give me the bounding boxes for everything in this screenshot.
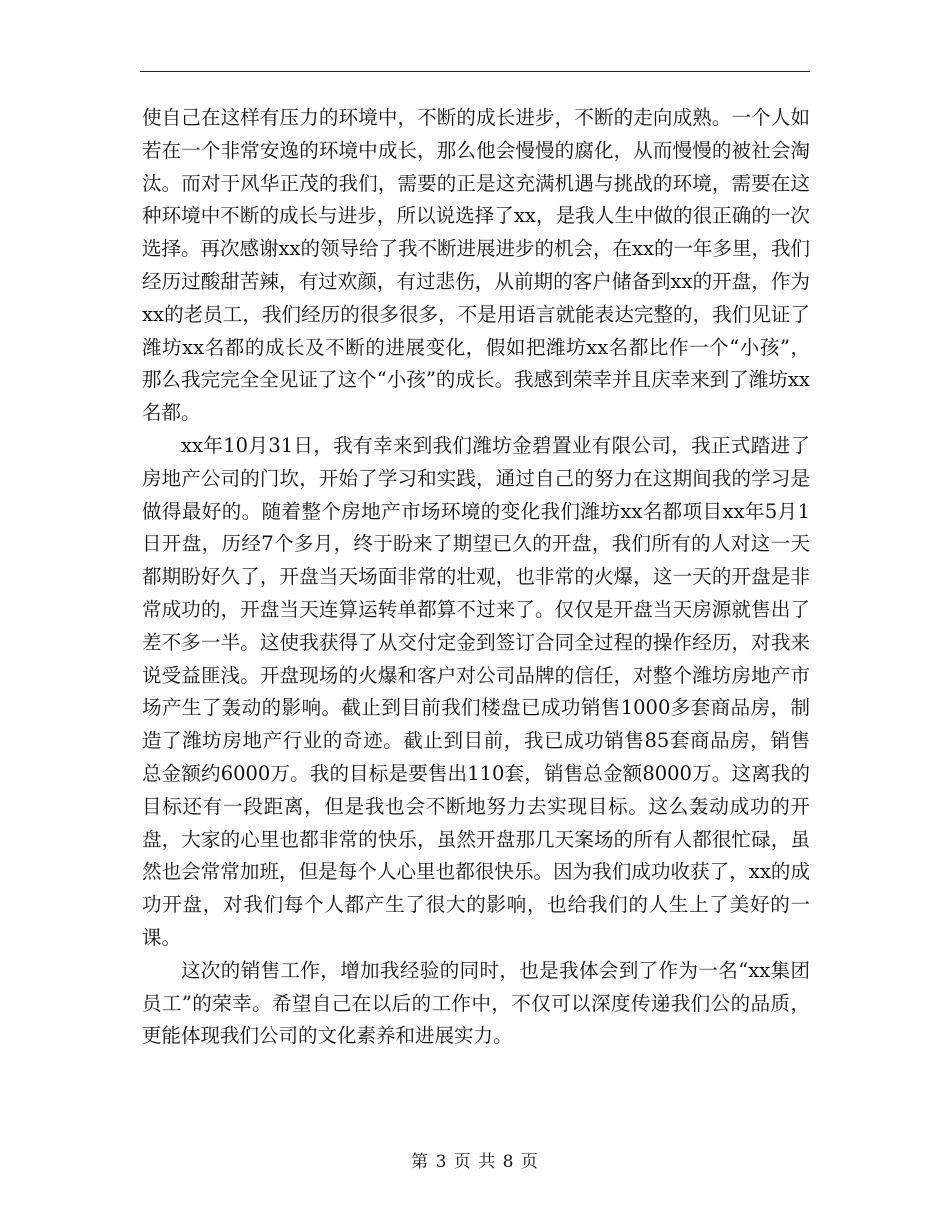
page-number-footer: 第 3 页 共 8 页	[411, 1152, 539, 1172]
header-rule	[140, 71, 810, 72]
paragraph-sales-experience: 这次的销售工作，增加我经验的同时，也是我体会到了作为一名“xx集团员工”的荣幸。希望自己在以后的工作中，不仅可以深度传递我们公的品质，更能体现我们公司的文化素养和进展实力。	[142, 958, 810, 1048]
paragraph-continuation: 使自己在这样有压力的环境中，不断的成长进步，不断的走向成熟。一个人如若在一个非常安逸的环境中成长，那么他会慢慢的腐化，从而慢慢的被社会淘汰。而对于风华正茂的我们，需要的正是这充满机遇与挑战的环境，需要在这种环境中不断的成长与进步，所以说选择了xx，是我人生中做的很正确的一次选择。再次感谢xx的领导给了我不断进展进步的机会，在xx的一年多里，我们经历过酸甜苦辣，有过欢颜，有过悲伤，从前期的客户储备到xx的开盘，作为xx的老员工，我们经历的很多很多，不是用语言就能表达完整的，我们见证了潍坊xx名都的成长及不断的进展变化，假如把潍坊xx名都比作一个“小孩”，那么我完完全全见证了这个“小孩”的成长。我感到荣幸并且庆幸来到了潍坊xx名都。	[142, 106, 810, 425]
paragraph-start-date: xx年10月31日，我有幸来到我们潍坊金碧置业有限公司，我正式踏进了房地产公司的门坎，开始了学习和实践，通过自己的努力在这期间我的学习是做得最好的。随着整个房地产市场环境的变化我们潍坊xx名都项目xx年5月1日开盘，历经7个多月，终于盼来了期望已久的开盘，我们所有的人对这一天都期盼好久了，开盘当天场面非常的壮观，也非常的火爆，这一天的开盘是非常成功的，开盘当天连算运转单都算不过来了。仅仅是开盘当天房源就售出了差不多一半。这使我获得了从交付定金到签订合同全过程的操作经历，对我来说受益匪浅。开盘现场的火爆和客户对公司品牌的信任，对整个潍坊房地产市场产生了轰动的影响。截止到目前我们楼盘已成功销售1000多套商品房，制造了潍坊房地产行业的奇迹。截止到目前，我已成功销售85套商品房，销售总金额约6000万。我的目标是要售出110套，销售总金额8000万。这离我的目标还有一段距离，但是我也会不断地努力去实现目标。这么轰动成功的开盘，大家的心里也都非常的快乐，虽然开盘那几天案场的所有人都很忙碌，虽然也会常常加班，但是每个人心里也都很快乐。因为我们成功收获了，xx的成功开盘，对我们每个人都产生了很大的影响，也给我们的人生上了美好的一课。	[142, 433, 810, 949]
document-body	[142, 102, 810, 1053]
